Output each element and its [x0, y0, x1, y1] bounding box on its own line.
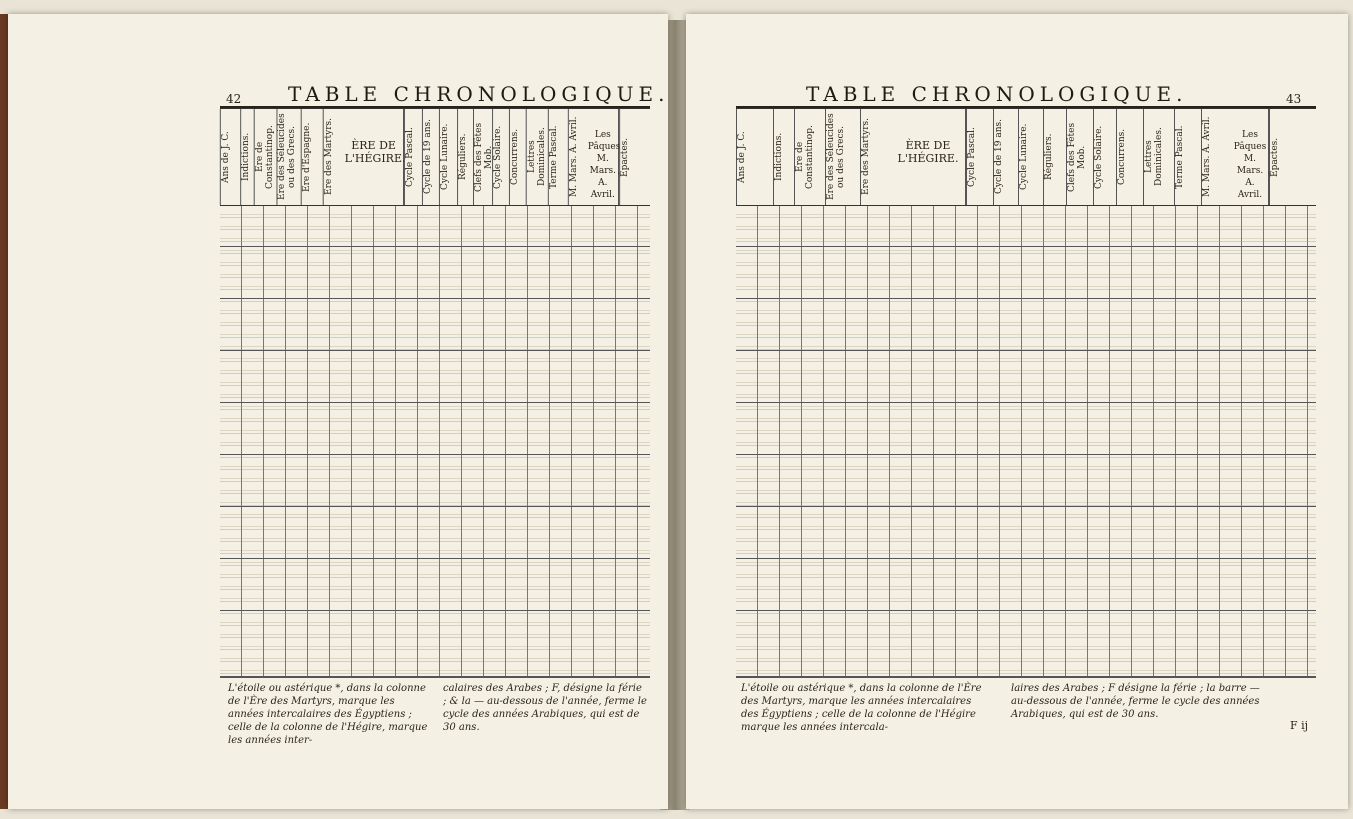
- column-header: ÈRE DE L'HÉGIRE.: [345, 109, 404, 205]
- column-header: ÈRE DE L'HÉGIRE.: [891, 109, 966, 205]
- column-header: Réguliers.: [457, 109, 473, 205]
- footnote-right: calaires des Arabes ; F, désigne la férie ; & la — au-dessous de l'année, ferme le cycle des années Arabiques, qui est de 30 ans.: [443, 683, 647, 733]
- page-title: TABLE CHRONOLOGIQUE.: [288, 82, 670, 106]
- column-header: Ere des Séleucides ou des Grecs.: [825, 109, 860, 205]
- page-number: 43: [1286, 92, 1302, 106]
- table-header: [736, 108, 1316, 206]
- footnote-left: L'étoile ou astérique *, dans la colonne de l'Ère des Martyrs, marque les années intercalaires des Égyptiens ; celle de la colonne de l'Hégire, marque les années inter-: [228, 683, 428, 746]
- column-header: Cycle Pascal.: [404, 109, 422, 205]
- column-header: Les Pâques M. Mars. A. Avril.: [1232, 109, 1269, 205]
- column-header: Cycle Solaire.: [1093, 109, 1116, 205]
- column-header: Clefs des Fêtes Mob.: [473, 109, 492, 205]
- column-header: Cycle Lunaire.: [1018, 109, 1043, 205]
- column-header: Cycle Solaire.: [492, 109, 508, 205]
- signature-mark: F ij: [1289, 719, 1308, 732]
- footnote-left: L'étoile ou astérique *, dans la colonne de l'Ère des Martyrs, marque les années intercalaires des Égyptiens ; celle de la colonne de l'Hégire marque les années intercala-: [741, 683, 982, 733]
- column-header: Les Pâques M. Mars. A. Avril.: [588, 109, 619, 205]
- column-header: Ere des Séleucides ou des Grecs.: [276, 109, 301, 205]
- column-header: Ere de Constantinop.: [794, 109, 825, 205]
- column-header: Réguliers.: [1043, 109, 1066, 205]
- column-header: Cycle de 19 ans.: [993, 109, 1018, 205]
- column-lines: [220, 206, 650, 676]
- column-header: Ere de Constantinop.: [254, 109, 276, 205]
- right-page: [686, 14, 1348, 809]
- column-header: Lettres Dominicales.: [1143, 109, 1174, 205]
- column-header: Ans de J. C.: [220, 109, 240, 205]
- column-header: Épactes.: [1269, 109, 1298, 205]
- column-header: Ere d'Espagne.: [301, 109, 323, 205]
- column-header: M. Mars. A. Avril.: [568, 109, 588, 205]
- footnote-right: laires des Arabes ; F désigne la férie ; la barre — au-dessous de l'année, ferme le cycle des années Arabiques, qui est de 30 ans.: [1011, 683, 1260, 720]
- column-lines: [736, 206, 1316, 676]
- column-header: Lettres Dominicales.: [526, 109, 548, 205]
- column-header: Épactes.: [619, 109, 650, 205]
- column-header: Terme Pascal.: [1174, 109, 1201, 205]
- column-header: Cycle de 19 ans.: [422, 109, 440, 205]
- column-header: M. Mars. A. Avril.: [1201, 109, 1232, 205]
- column-header: Indictions.: [773, 109, 794, 205]
- column-header: Indictions.: [240, 109, 254, 205]
- column-header: Ere des Martyrs.: [860, 109, 891, 205]
- page-number: 42: [226, 92, 242, 106]
- column-header: Cycle Pascal.: [966, 109, 993, 205]
- page-title: TABLE CHRONOLOGIQUE.: [806, 82, 1188, 106]
- column-header: Ere des Martyrs.: [323, 109, 345, 205]
- column-header: Cycle Lunaire.: [439, 109, 457, 205]
- column-header: Ans de J. C.: [736, 109, 773, 205]
- left-page: [8, 14, 668, 809]
- column-header: Terme Pascal.: [548, 109, 568, 205]
- column-header: Concurrens.: [1116, 109, 1143, 205]
- table-header: [220, 108, 650, 206]
- column-header: Clefs des Fêtes Mob.: [1066, 109, 1093, 205]
- column-header: Concurrens.: [509, 109, 527, 205]
